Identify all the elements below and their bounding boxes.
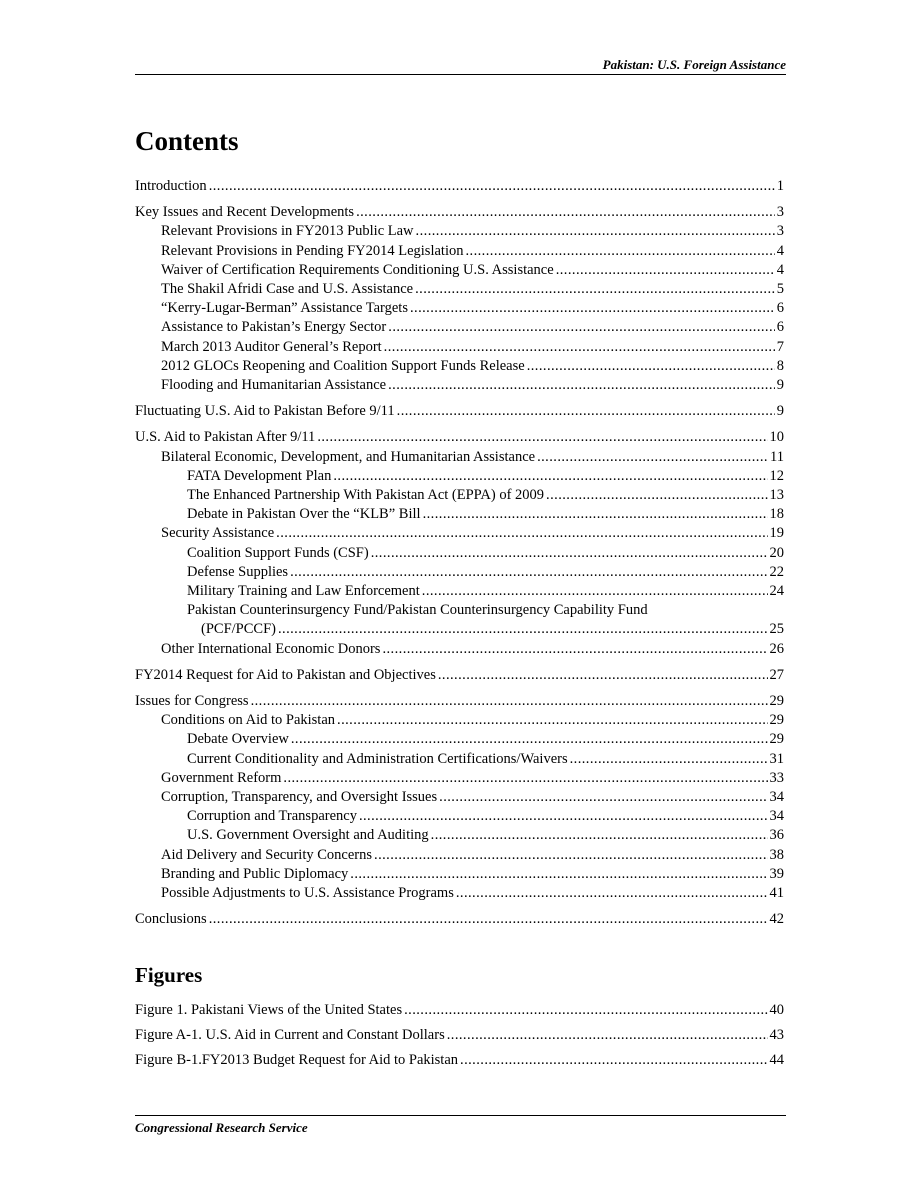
- toc-entry-text: “Kerry-Lugar-Berman” Assistance Targets: [161, 300, 408, 317]
- toc-entry-text: Defense Supplies: [187, 563, 289, 580]
- toc-line: [161, 884, 784, 903]
- page-number: 34: [769, 808, 784, 825]
- toc-line: [135, 177, 784, 196]
- toc-entry[interactable]: [135, 222, 784, 241]
- toc-line: [161, 299, 784, 318]
- dot-leader: [384, 338, 775, 357]
- dot-leader: [570, 750, 768, 769]
- dot-leader: [276, 524, 767, 543]
- toc-entry[interactable]: [135, 865, 784, 884]
- toc-line: [135, 402, 784, 421]
- toc-entry-text: FY2014 Request for Aid to Pakistan and Objectives: [135, 666, 436, 683]
- page-number: 7: [776, 338, 784, 355]
- toc-entry[interactable]: [135, 788, 784, 807]
- dot-leader: [415, 280, 775, 299]
- toc-entry[interactable]: [135, 338, 784, 357]
- toc-line: [187, 730, 784, 749]
- page-number: 3: [776, 204, 784, 221]
- page-number: 12: [769, 467, 784, 484]
- dot-leader: [410, 299, 775, 318]
- toc-line: [187, 750, 784, 769]
- page-number: 42: [769, 911, 784, 928]
- toc-entry-text: Conclusions: [135, 911, 207, 928]
- toc-line: [187, 563, 784, 582]
- dot-leader: [397, 402, 775, 421]
- toc-entry[interactable]: [135, 910, 784, 929]
- toc-entry-text: Government Reform: [161, 769, 282, 786]
- toc-entry[interactable]: [135, 666, 784, 685]
- dot-leader: [350, 865, 767, 884]
- toc-entry[interactable]: [135, 486, 784, 505]
- figure-entry[interactable]: [135, 1051, 784, 1070]
- toc-entry-text: Possible Adjustments to U.S. Assistance Programs: [161, 885, 454, 901]
- toc-entry[interactable]: [135, 280, 784, 299]
- toc-entry[interactable]: [135, 524, 784, 543]
- dot-leader: [447, 1026, 768, 1045]
- dot-leader: [388, 318, 774, 337]
- toc-entry-text: Debate Overview: [187, 731, 289, 748]
- toc-entry-text: Conditions on Aid to Pakistan: [161, 712, 336, 729]
- toc-entry[interactable]: [135, 467, 784, 486]
- dot-leader: [291, 730, 768, 749]
- dot-leader: [371, 544, 768, 563]
- toc-entry[interactable]: [135, 750, 784, 769]
- toc-entry[interactable]: [135, 448, 784, 467]
- toc-line: [187, 544, 784, 563]
- toc-entry-text: March 2013 Auditor General’s Report: [161, 338, 382, 355]
- page-number: 26: [769, 640, 784, 657]
- toc-entry-text: Key Issues and Recent Developments: [135, 204, 355, 221]
- toc-line: [161, 357, 784, 376]
- toc-entry-text: Coalition Support Funds (CSF): [187, 544, 369, 561]
- toc-entry-text: The Shakil Afridi Case and U.S. Assistance: [161, 281, 414, 297]
- dot-leader: [465, 242, 774, 261]
- toc-entry-text: U.S. Aid to Pakistan After 9/11: [135, 429, 316, 446]
- dot-leader: [388, 376, 775, 395]
- toc-entry-text: Corruption, Transparency, and Oversight Issues: [161, 789, 438, 805]
- toc-entry-text: Bilateral Economic, Development, and Humanitarian Assistance: [161, 448, 536, 465]
- toc-line: [187, 620, 784, 639]
- toc-entry[interactable]: [135, 428, 784, 447]
- page-number: 6: [776, 300, 784, 317]
- toc-entry[interactable]: [135, 582, 784, 601]
- toc-entry-text: Military Training and Law Enforcement: [187, 583, 420, 599]
- toc-line: [187, 486, 784, 505]
- dot-leader: [404, 1001, 767, 1020]
- toc-line: [161, 640, 784, 659]
- page-number: 34: [769, 789, 784, 805]
- toc-entry-text: Introduction: [135, 178, 207, 194]
- figure-entry[interactable]: [135, 1001, 784, 1020]
- toc-entry[interactable]: [135, 242, 784, 261]
- toc-entry-text: Aid Delivery and Security Concerns: [161, 846, 373, 863]
- toc-entry-text: Current Conditionality and Administration Certifications/Waivers: [187, 750, 568, 767]
- dot-leader: [337, 711, 767, 730]
- page-number: 38: [769, 846, 784, 863]
- toc-entry[interactable]: [135, 730, 784, 749]
- page-number: 43: [769, 1027, 784, 1043]
- toc-line: [161, 711, 784, 730]
- toc-entry-text: Figure B-1.FY2013 Budget Request for Aid to Pakistan: [135, 1052, 459, 1068]
- dot-leader: [209, 177, 775, 196]
- toc-line: [161, 242, 784, 261]
- toc-entry[interactable]: [135, 318, 784, 337]
- toc-entry[interactable]: [135, 601, 784, 639]
- dot-leader: [317, 428, 767, 447]
- toc-line: [161, 376, 784, 395]
- page-number: 29: [769, 712, 784, 729]
- page-number: 6: [776, 319, 784, 336]
- toc-entry[interactable]: [135, 402, 784, 421]
- dot-leader: [546, 486, 767, 505]
- page-number: 20: [769, 544, 784, 561]
- toc-entry-text: The Enhanced Partnership With Pakistan Act (EPPA) of 2009: [187, 487, 545, 503]
- toc-entry[interactable]: [135, 544, 784, 563]
- header-rule: [135, 74, 786, 75]
- page-number: 11: [770, 448, 784, 465]
- page-number: 27: [769, 666, 784, 683]
- dot-leader: [537, 448, 768, 467]
- page-number: 13: [769, 487, 784, 503]
- toc-entry-text: Security Assistance: [161, 525, 275, 542]
- toc-line: [187, 826, 784, 845]
- page-number: 9: [776, 403, 784, 420]
- toc-line: [187, 807, 784, 826]
- toc-entry[interactable]: [135, 692, 784, 711]
- toc-entry[interactable]: [135, 807, 784, 826]
- toc-line: [161, 280, 784, 299]
- page-number: 3: [776, 223, 784, 240]
- page-number: 31: [769, 750, 784, 767]
- toc-line: [135, 1026, 784, 1045]
- page-number: 25: [769, 621, 784, 638]
- toc-entry-text: Corruption and Transparency: [187, 808, 357, 825]
- toc-entry[interactable]: [135, 177, 784, 196]
- page-number: 18: [769, 506, 784, 523]
- dot-leader: [251, 692, 768, 711]
- toc-line: [161, 788, 784, 807]
- toc-entry-text: Relevant Provisions in FY2013 Public Law: [161, 223, 414, 240]
- page-number: 39: [769, 865, 784, 882]
- toc-entry-text: Figure A-1. U.S. Aid in Current and Constant Dollars: [135, 1027, 445, 1043]
- dot-leader: [422, 582, 768, 601]
- dot-leader: [423, 505, 768, 524]
- toc-entry-text: Assistance to Pakistan’s Energy Sector: [161, 319, 387, 336]
- dot-leader: [416, 222, 775, 241]
- figures-title: Figures: [135, 963, 203, 987]
- toc-entry[interactable]: [135, 846, 784, 865]
- dot-leader: [283, 769, 767, 788]
- toc-entry[interactable]: [135, 640, 784, 659]
- dot-leader: [456, 884, 768, 903]
- toc-entry[interactable]: [135, 505, 784, 524]
- toc-line: [161, 318, 784, 337]
- toc-line: [135, 1051, 784, 1070]
- toc-line: [161, 338, 784, 357]
- toc-line: [135, 692, 784, 711]
- toc-entry[interactable]: [135, 711, 784, 730]
- page-number: 29: [769, 731, 784, 748]
- toc-entry[interactable]: [135, 826, 784, 845]
- footer-rule: [135, 1115, 786, 1116]
- page-number: 29: [769, 693, 784, 709]
- toc-entry-text: Other International Economic Donors: [161, 640, 381, 657]
- page-number: 8: [776, 357, 784, 374]
- dot-leader: [527, 357, 775, 376]
- toc-entry-text: 2012 GLOCs Reopening and Coalition Support Funds Release: [161, 357, 525, 374]
- toc-entry[interactable]: [135, 203, 784, 222]
- dot-leader: [278, 620, 768, 639]
- running-header: Pakistan: U.S. Foreign Assistance: [602, 57, 786, 72]
- toc-entry-text: Debate in Pakistan Over the “KLB” Bill: [187, 506, 421, 523]
- toc-line: [135, 1001, 784, 1020]
- toc-entry-text: Branding and Public Diplomacy: [161, 865, 349, 882]
- dot-leader: [439, 788, 767, 807]
- toc-entry-text: Waiver of Certification Requirements Conditioning U.S. Assistance: [161, 261, 554, 278]
- page-number: 5: [776, 281, 784, 297]
- dot-leader: [290, 563, 767, 582]
- dot-leader: [431, 826, 768, 845]
- toc-line: [187, 505, 784, 524]
- page-number: 1: [776, 178, 784, 194]
- contents-title: Contents: [135, 126, 239, 156]
- toc-line: [161, 769, 784, 788]
- toc-entry-text-continuation: (PCF/PCCF): [201, 621, 276, 638]
- toc-entry-text: Figure 1. Pakistani Views of the United States: [135, 1002, 403, 1018]
- toc-entry-text-first-line: Pakistan Counterinsurgency Fund/Pakistan Counterinsurgency Capability Fund: [187, 602, 648, 619]
- dot-leader: [438, 666, 768, 685]
- toc-entry[interactable]: [135, 376, 784, 395]
- dot-leader: [359, 807, 768, 826]
- dot-leader: [460, 1051, 767, 1070]
- dot-leader: [556, 261, 775, 280]
- toc-line: [161, 261, 784, 280]
- toc-line: [161, 524, 784, 543]
- figure-entry[interactable]: [135, 1026, 784, 1045]
- toc-entry-text: Fluctuating U.S. Aid to Pakistan Before 9/11: [135, 403, 395, 420]
- page-number: 10: [769, 429, 784, 446]
- toc-entry[interactable]: [135, 261, 784, 280]
- toc-line: [187, 582, 784, 601]
- page-number: 9: [776, 377, 784, 393]
- toc-line: [135, 428, 784, 447]
- toc-line: [187, 467, 784, 486]
- dot-leader: [209, 910, 768, 929]
- toc-entry-text: FATA Development Plan: [187, 467, 332, 484]
- page-number: 22: [769, 563, 784, 580]
- toc-entry-text: Relevant Provisions in Pending FY2014 Legislation: [161, 242, 464, 259]
- toc-entry-text: Issues for Congress: [135, 693, 249, 709]
- dot-leader: [333, 467, 767, 486]
- toc-line: [161, 846, 784, 865]
- page-number: 4: [776, 261, 784, 278]
- toc-entry[interactable]: [135, 884, 784, 903]
- toc-entry[interactable]: [135, 563, 784, 582]
- toc-entry[interactable]: [135, 357, 784, 376]
- toc-entry-text: Flooding and Humanitarian Assistance: [161, 377, 387, 393]
- toc-line: [135, 910, 784, 929]
- toc-line: [135, 203, 784, 222]
- toc-entry[interactable]: [135, 769, 784, 788]
- page-number: 40: [769, 1002, 784, 1018]
- toc-line: [161, 448, 784, 467]
- page-number: 44: [769, 1052, 784, 1068]
- page-number: 36: [769, 827, 784, 844]
- toc-line: [135, 666, 784, 685]
- toc-entry-text: U.S. Government Oversight and Auditing: [187, 827, 429, 844]
- toc-entry[interactable]: [135, 299, 784, 318]
- page-number: 24: [769, 583, 784, 599]
- toc-line: [161, 222, 784, 241]
- dot-leader: [374, 846, 767, 865]
- page-number: 19: [769, 525, 784, 542]
- toc-line: [161, 865, 784, 884]
- running-footer: Congressional Research Service: [135, 1120, 308, 1135]
- dot-leader: [382, 640, 767, 659]
- page-number: 41: [769, 885, 784, 901]
- page-number: 33: [769, 769, 784, 786]
- dot-leader: [356, 203, 775, 222]
- page-number: 4: [776, 242, 784, 259]
